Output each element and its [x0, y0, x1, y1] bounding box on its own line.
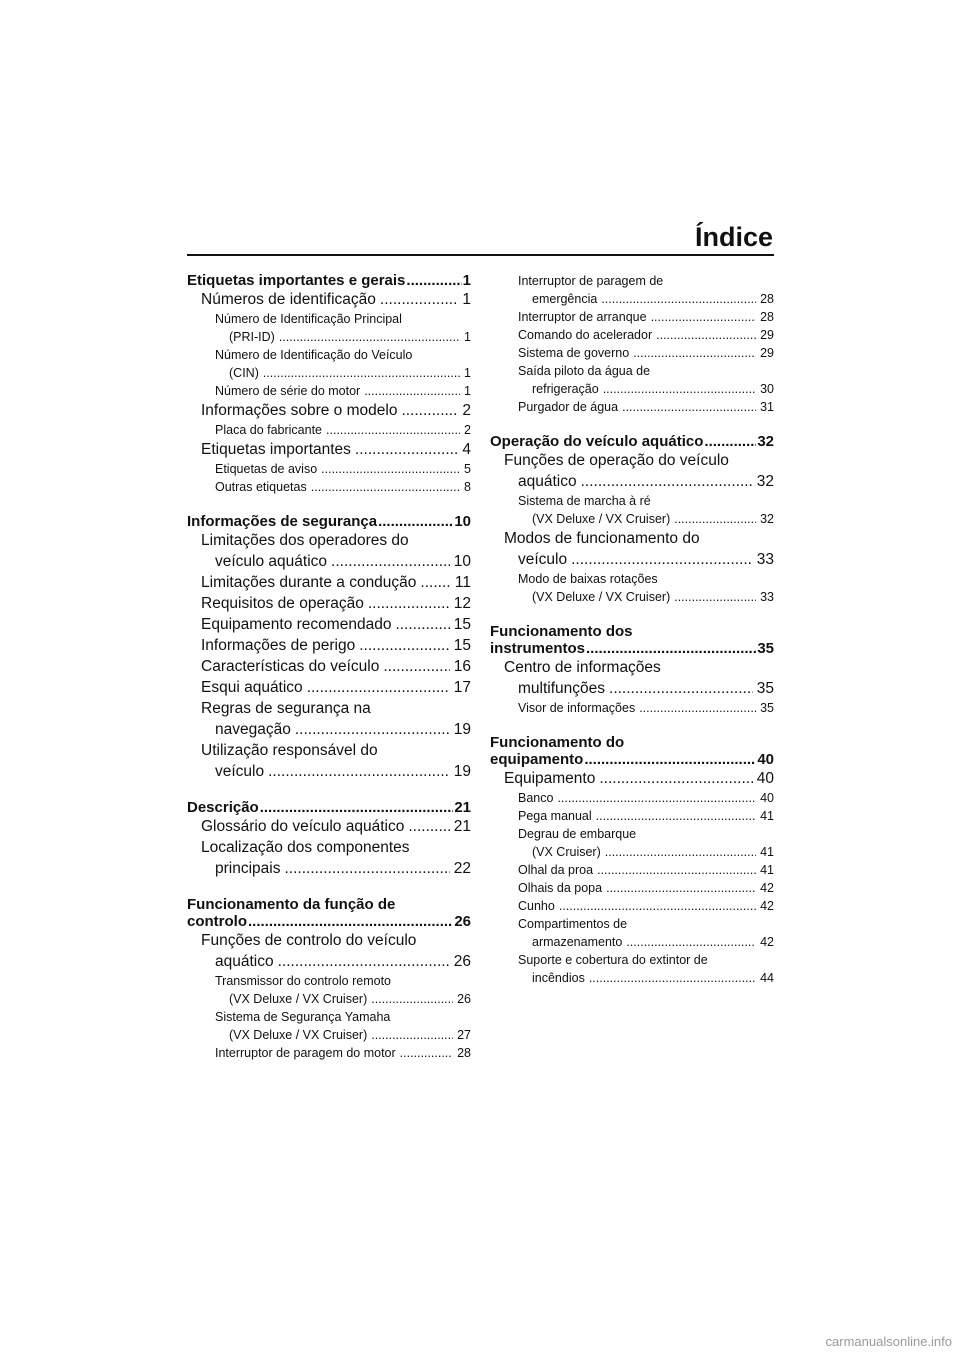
- dot-leader: [581, 471, 753, 492]
- toc-entry-level-2[interactable]: [187, 656, 471, 677]
- toc-entry-level-1[interactable]: [187, 799, 471, 816]
- toc-entry-title: Regras de segurança na: [201, 700, 371, 717]
- toc-page-number: 19: [453, 763, 471, 780]
- toc-page-number: 32: [757, 433, 774, 450]
- dot-leader: [331, 551, 450, 572]
- toc-entry-text: incêndios: [532, 971, 585, 985]
- toc-entry-level-2[interactable]: [187, 698, 471, 740]
- toc-entry-level-2[interactable]: [187, 289, 471, 310]
- toc-entry-level-3[interactable]: [490, 398, 774, 416]
- toc-entry-level-2[interactable]: [187, 837, 471, 879]
- toc-entry-level-3[interactable]: [490, 825, 774, 861]
- dot-leader: [326, 421, 460, 439]
- toc-page-number: 26: [457, 992, 471, 1006]
- dot-leader: [651, 308, 757, 326]
- toc-entry-text: veículo: [518, 551, 568, 568]
- dot-leader: [401, 400, 458, 421]
- dot-leader: [589, 969, 756, 987]
- dot-leader: [295, 719, 450, 740]
- watermark: carmanualsonline.info: [825, 1334, 952, 1349]
- dot-leader: [406, 272, 461, 289]
- dot-leader: [263, 364, 460, 382]
- toc-entry-text: principais: [215, 860, 281, 877]
- toc-entry-level-2[interactable]: [187, 572, 471, 593]
- toc-page-number: 35: [756, 680, 774, 697]
- toc-entry-text: Números de identificação: [201, 291, 376, 308]
- toc-page-number: 22: [453, 860, 471, 877]
- toc-entry-text: Etiquetas importantes: [201, 441, 351, 458]
- dot-leader: [284, 858, 449, 879]
- toc-entry-text: Informações de segurança: [187, 513, 378, 530]
- page-title: Índice: [694, 222, 773, 252]
- toc-entry-level-3[interactable]: [490, 915, 774, 951]
- toc-page-number: 2: [464, 423, 471, 437]
- toc-entry-title: Funcionamento do: [490, 734, 625, 751]
- toc-entry-title: Número de Identificação do Veículo: [215, 348, 413, 362]
- toc-entry-text: controlo: [187, 913, 247, 930]
- toc-page-number: 15: [453, 616, 471, 633]
- toc-entry-text: Glossário do veículo aquático: [201, 818, 405, 835]
- toc-page-number: 33: [756, 551, 774, 568]
- dot-leader: [371, 1026, 453, 1044]
- section-gap: [490, 606, 774, 623]
- toc-entry-level-1[interactable]: [187, 513, 471, 530]
- dot-leader: [606, 879, 756, 897]
- toc-page-number: 35: [760, 701, 774, 715]
- dot-leader: [633, 344, 756, 362]
- toc-entry-text: Cunho: [518, 899, 555, 913]
- dot-leader: [400, 1044, 453, 1062]
- toc-page-number: 30: [760, 382, 774, 396]
- toc-entry-level-1[interactable]: [187, 896, 471, 930]
- toc-page-number: 2: [462, 402, 471, 419]
- toc-page-number: 29: [760, 328, 774, 342]
- toc-entry-text: veículo aquático: [215, 553, 328, 570]
- toc-column-right: [490, 272, 774, 987]
- dot-leader: [639, 699, 756, 717]
- toc-entry-text: aquático: [215, 953, 274, 970]
- toc-entry-title: Localização dos componentes: [201, 839, 410, 856]
- toc-entry-text: Informações sobre o modelo: [201, 402, 398, 419]
- toc-page-number: 11: [454, 574, 471, 591]
- toc-entry-text: (VX Deluxe / VX Cruiser): [229, 1028, 368, 1042]
- toc-entry-text: refrigeração: [532, 382, 599, 396]
- toc-entry-title: Centro de informações: [504, 659, 661, 676]
- title-rule: [187, 254, 774, 256]
- dot-leader: [584, 751, 756, 768]
- toc-entry-level-3[interactable]: [490, 897, 774, 915]
- toc-entry-level-2[interactable]: [187, 400, 471, 421]
- toc-entry-title: Funcionamento da função de: [187, 896, 396, 913]
- dot-leader: [603, 380, 756, 398]
- toc-entry-level-3[interactable]: [490, 308, 774, 326]
- dot-leader: [408, 816, 449, 837]
- toc-entry-title: Limitações dos operadores do: [201, 532, 409, 549]
- section-gap: [187, 782, 471, 799]
- dot-leader: [368, 593, 450, 614]
- dot-leader: [601, 290, 756, 308]
- toc-page-number: 44: [760, 971, 774, 985]
- toc-entry-text: Comando do acelerador: [518, 328, 653, 342]
- toc-entry-text: Visor de informações: [518, 701, 636, 715]
- toc-page-number: 10: [454, 513, 471, 530]
- toc-page-number: 1: [462, 272, 471, 289]
- toc-entry-level-2[interactable]: [187, 816, 471, 837]
- toc-entry-level-3[interactable]: [490, 699, 774, 717]
- toc-entry-level-2[interactable]: [187, 530, 471, 572]
- toc-page-number: 27: [457, 1028, 471, 1042]
- toc-entry-title: Interruptor de paragem de: [518, 274, 664, 288]
- toc-entry-text: Pega manual: [518, 809, 592, 823]
- toc-entry-level-2[interactable]: [490, 768, 774, 789]
- dot-leader: [278, 951, 450, 972]
- dot-leader: [559, 897, 756, 915]
- toc-entry-text: Sistema de governo: [518, 346, 630, 360]
- toc-entry-text: aquático: [518, 473, 577, 490]
- toc-entry-level-3[interactable]: [490, 492, 774, 528]
- toc-entry-level-2[interactable]: [490, 450, 774, 492]
- section-gap: [187, 496, 471, 513]
- toc-page-number: 40: [757, 751, 774, 768]
- dot-leader: [605, 843, 756, 861]
- toc-entry-level-3[interactable]: [187, 478, 471, 496]
- section-gap: [187, 879, 471, 896]
- toc-page-number: 1: [464, 366, 471, 380]
- toc-entry-text: Outras etiquetas: [215, 480, 307, 494]
- toc-entry-text: emergência: [532, 292, 598, 306]
- toc-entry-title: Compartimentos de: [518, 917, 628, 931]
- toc-entry-level-2[interactable]: [490, 528, 774, 570]
- toc-entry-level-3[interactable]: [187, 382, 471, 400]
- dot-leader: [704, 433, 756, 450]
- toc-entry-level-2[interactable]: [187, 593, 471, 614]
- toc-entry-level-2[interactable]: [187, 930, 471, 972]
- toc-entry-text: navegação: [215, 721, 291, 738]
- toc-entry-text: instrumentos: [490, 640, 586, 657]
- toc-entry-title: Suporte e cobertura do extintor de: [518, 953, 708, 967]
- toc-page-number: 28: [760, 292, 774, 306]
- toc-entry-title: Número de Identificação Principal: [215, 312, 402, 326]
- dot-leader: [571, 549, 753, 570]
- toc-page-number: 17: [453, 679, 471, 696]
- toc-page-number: 40: [756, 770, 774, 787]
- toc-entry-level-2[interactable]: [187, 439, 471, 460]
- dot-leader: [383, 656, 449, 677]
- dot-leader: [674, 510, 756, 528]
- toc-entry-level-3[interactable]: [490, 951, 774, 987]
- toc-entry-level-3[interactable]: [490, 861, 774, 879]
- toc-page-number: 26: [453, 953, 471, 970]
- toc-entry-text: (VX Cruiser): [532, 845, 601, 859]
- toc-entry-level-2[interactable]: [187, 614, 471, 635]
- dot-leader: [609, 678, 753, 699]
- toc-entry-level-1[interactable]: [490, 734, 774, 768]
- toc-page-number: 41: [760, 845, 774, 859]
- toc-entry-text: Banco: [518, 791, 554, 805]
- toc-entry-level-3[interactable]: [187, 421, 471, 439]
- toc-page-number: 12: [453, 595, 471, 612]
- toc-page-number: 28: [760, 310, 774, 324]
- toc-entry-title: Modo de baixas rotações: [518, 572, 658, 586]
- toc-entry-level-3[interactable]: [187, 972, 471, 1008]
- toc-entry-level-1[interactable]: [490, 623, 774, 657]
- section-gap: [490, 717, 774, 734]
- dot-leader: [674, 588, 756, 606]
- toc-entry-text: (VX Deluxe / VX Cruiser): [229, 992, 368, 1006]
- toc-page-number: 32: [760, 512, 774, 526]
- toc-entry-title: Modos de funcionamento do: [504, 530, 700, 547]
- toc-entry-level-3[interactable]: [187, 310, 471, 346]
- toc-page-number: 42: [760, 881, 774, 895]
- toc-page-number: 42: [760, 899, 774, 913]
- toc-entry-title: Saída piloto da água de: [518, 364, 651, 378]
- toc-page-number: 33: [760, 590, 774, 604]
- toc-entry-level-3[interactable]: [187, 1008, 471, 1044]
- toc-entry-text: Informações de perigo: [201, 637, 356, 654]
- toc-entry-level-3[interactable]: [187, 346, 471, 382]
- toc-entry-title: Funções de operação do veículo: [504, 452, 729, 469]
- toc-entry-title: Funções de controlo do veículo: [201, 932, 417, 949]
- toc-page-number: 19: [453, 721, 471, 738]
- toc-entry-text: Operação do veículo aquático: [490, 433, 704, 450]
- toc-entry-text: Purgador de água: [518, 400, 619, 414]
- toc-entry-level-3[interactable]: [187, 460, 471, 478]
- dot-leader: [248, 913, 453, 930]
- dot-leader: [355, 439, 458, 460]
- toc-entry-text: Interruptor de arranque: [518, 310, 647, 324]
- toc-entry-title: Sistema de Segurança Yamaha: [215, 1010, 391, 1024]
- toc-page-number: 16: [453, 658, 471, 675]
- dot-leader: [596, 807, 756, 825]
- toc-page-number: 32: [756, 473, 774, 490]
- toc-page-number: 28: [457, 1046, 471, 1060]
- toc-entry-level-3[interactable]: [490, 570, 774, 606]
- toc-page-number: 35: [757, 640, 774, 657]
- toc-page-number: 41: [760, 809, 774, 823]
- toc-page-number: 10: [453, 553, 471, 570]
- toc-entry-text: Descrição: [187, 799, 259, 816]
- toc-entry-text: Etiquetas importantes e gerais: [187, 272, 406, 289]
- dot-leader: [371, 990, 453, 1008]
- toc-entry-level-2[interactable]: [490, 657, 774, 699]
- toc-page-number: 42: [760, 935, 774, 949]
- dot-leader: [311, 478, 460, 496]
- dot-leader: [626, 933, 756, 951]
- toc-entry-level-1[interactable]: [187, 272, 471, 289]
- toc-entry-text: Requisitos de operação: [201, 595, 364, 612]
- dot-leader: [279, 328, 460, 346]
- dot-leader: [268, 761, 450, 782]
- toc-entry-text: (PRI-ID): [229, 330, 275, 344]
- toc-page-number: 21: [453, 818, 471, 835]
- dot-leader: [395, 614, 449, 635]
- toc-entry-text: Equipamento recomendado: [201, 616, 392, 633]
- dot-leader: [420, 572, 450, 593]
- toc-page-number: 8: [464, 480, 471, 494]
- toc-entry-level-3[interactable]: [490, 789, 774, 807]
- toc-entry-title: Utilização responsável do: [201, 742, 378, 759]
- dot-leader: [260, 799, 454, 816]
- dot-leader: [380, 289, 458, 310]
- toc-page-number: 5: [464, 462, 471, 476]
- toc-entry-level-3[interactable]: [187, 1044, 471, 1062]
- toc-entry-text: Etiquetas de aviso: [215, 462, 318, 476]
- toc-entry-level-2[interactable]: [187, 635, 471, 656]
- toc-entry-text: Olhal da proa: [518, 863, 594, 877]
- toc-entry-text: (VX Deluxe / VX Cruiser): [532, 512, 671, 526]
- toc-entry-text: Número de série do motor: [215, 384, 361, 398]
- dot-leader: [597, 861, 756, 879]
- toc-entry-text: multifunções: [518, 680, 606, 697]
- toc-entry-level-3[interactable]: [490, 879, 774, 897]
- toc-page-number: 4: [462, 441, 471, 458]
- toc-entry-level-2[interactable]: [187, 677, 471, 698]
- toc-page-number: 1: [462, 291, 471, 308]
- toc-entry-text: veículo: [215, 763, 265, 780]
- dot-leader: [586, 640, 756, 657]
- toc-entry-level-3[interactable]: [490, 326, 774, 344]
- dot-leader: [557, 789, 756, 807]
- dot-leader: [656, 326, 756, 344]
- dot-leader: [321, 460, 460, 478]
- toc-entry-text: Interruptor de paragem do motor: [215, 1046, 396, 1060]
- dot-leader: [622, 398, 756, 416]
- toc-entry-title: Degrau de embarque: [518, 827, 637, 841]
- toc-page-number: 1: [464, 384, 471, 398]
- toc-page-number: 29: [760, 346, 774, 360]
- toc-page-number: 21: [454, 799, 471, 816]
- toc-page-number: 26: [454, 913, 471, 930]
- toc-entry-text: Esqui aquático: [201, 679, 303, 696]
- toc-entry-level-2[interactable]: [187, 740, 471, 782]
- toc-entry-title: Sistema de marcha à ré: [518, 494, 651, 508]
- toc-entry-title: Funcionamento dos: [490, 623, 633, 640]
- toc-entry-text: Equipamento: [504, 770, 596, 787]
- toc-entry-text: Características do veículo: [201, 658, 380, 675]
- toc-entry-title: Transmissor do controlo remoto: [215, 974, 391, 988]
- dot-leader: [364, 382, 460, 400]
- dot-leader: [378, 513, 453, 530]
- dot-leader: [359, 635, 450, 656]
- toc-page-number: 1: [464, 330, 471, 344]
- toc-entry-level-3[interactable]: [490, 344, 774, 362]
- toc-entry-text: (VX Deluxe / VX Cruiser): [532, 590, 671, 604]
- section-gap: [490, 416, 774, 433]
- toc-entry-level-3[interactable]: [490, 362, 774, 398]
- toc-page-number: 40: [760, 791, 774, 805]
- toc-page-number: 15: [453, 637, 471, 654]
- dot-leader: [307, 677, 450, 698]
- toc-entry-text: Olhais da popa: [518, 881, 603, 895]
- toc-entry-level-1[interactable]: [490, 433, 774, 450]
- toc-entry-text: (CIN): [229, 366, 259, 380]
- toc-entry-text: Limitações durante a condução: [201, 574, 417, 591]
- toc-column-left: [187, 272, 471, 1062]
- toc-page-number: 31: [760, 400, 774, 414]
- toc-page-number: 41: [760, 863, 774, 877]
- toc-entry-text: equipamento: [490, 751, 584, 768]
- toc-entry-text: Placa do fabricante: [215, 423, 323, 437]
- dot-leader: [599, 768, 752, 789]
- toc-entry-level-3[interactable]: [490, 272, 774, 308]
- toc-entry-level-3[interactable]: [490, 807, 774, 825]
- toc-entry-text: armazenamento: [532, 935, 623, 949]
